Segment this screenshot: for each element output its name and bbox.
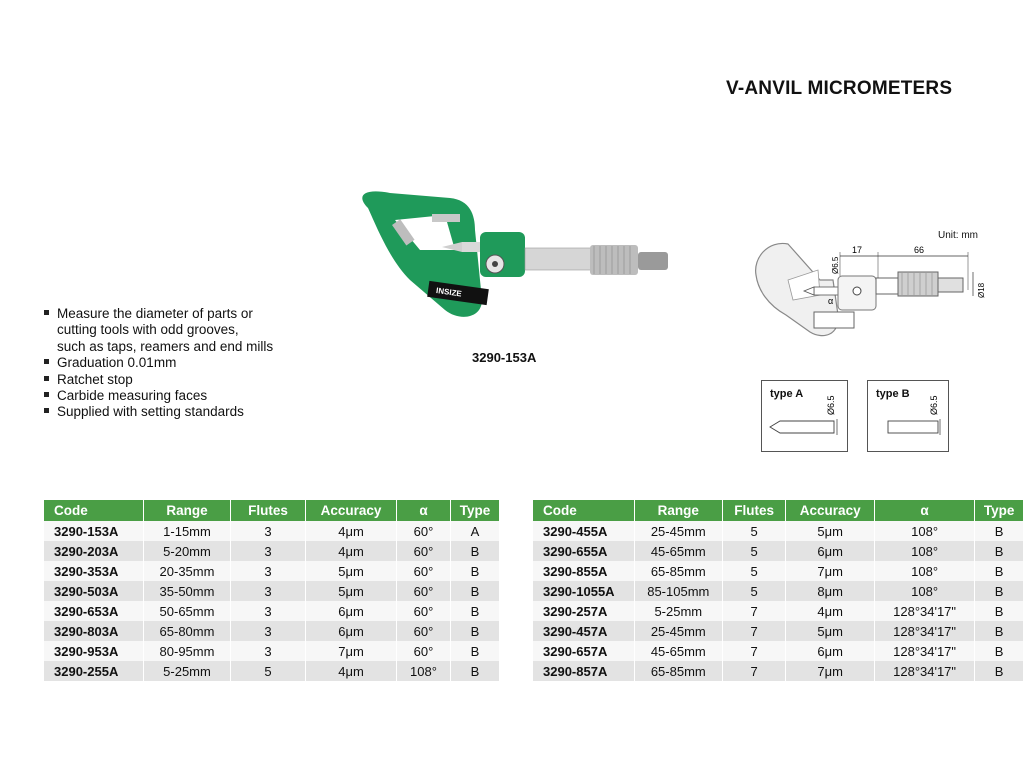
feature-text: Carbide measuring faces [57, 388, 208, 404]
feature-item [44, 339, 273, 355]
bullet-icon [44, 376, 49, 381]
table-cell: 5 [231, 661, 306, 681]
column-header: Type [975, 500, 1024, 521]
table-cell: 7μm [306, 641, 397, 661]
column-header: Flutes [231, 500, 306, 521]
table-cell: 7μm [786, 561, 875, 581]
table-cell: 45-65mm [634, 541, 722, 561]
type-b-dim: Ø6.5 [929, 395, 939, 415]
table-cell: B [975, 581, 1024, 601]
table-cell: 60° [397, 561, 451, 581]
table-cell: 45-65mm [634, 641, 722, 661]
table-cell: B [451, 561, 500, 581]
table-cell: 60° [397, 541, 451, 561]
unit-note: Unit: mm [938, 230, 978, 241]
table-cell: 5μm [306, 581, 397, 601]
table-cell: B [451, 621, 500, 641]
table-cell: 3290-857A [533, 661, 634, 681]
table-cell: 7 [722, 641, 786, 661]
feature-text: Measure the diameter of parts or [57, 306, 253, 321]
table-cell: 65-85mm [634, 661, 722, 681]
spec-table-left [44, 500, 500, 681]
feature-item [44, 322, 273, 338]
table-cell: B [975, 561, 1024, 581]
table-cell: 3290-455A [533, 521, 634, 541]
table-cell: 128°34'17" [874, 621, 974, 641]
table-cell: 5-25mm [634, 601, 722, 621]
bullet-icon [44, 392, 49, 397]
table-row [44, 661, 500, 681]
table-cell: 60° [397, 521, 451, 541]
table-cell: 60° [397, 641, 451, 661]
table-cell: 50-65mm [144, 601, 231, 621]
table-row [533, 521, 1024, 541]
table-cell: B [451, 641, 500, 661]
table-cell: 6μm [786, 641, 875, 661]
table-cell: 8μm [786, 581, 875, 601]
brand-label: INSIZE [435, 285, 463, 299]
table-cell: B [975, 621, 1024, 641]
table-cell: 35-50mm [144, 581, 231, 601]
table-row [44, 581, 500, 601]
table-cell: 3 [231, 521, 306, 541]
table-cell: 3290-657A [533, 641, 634, 661]
column-header: α [874, 500, 974, 521]
table-cell: 25-45mm [634, 521, 722, 541]
table-cell: 5μm [786, 521, 875, 541]
table-cell: 5-25mm [144, 661, 231, 681]
table-cell: 108° [874, 541, 974, 561]
table-cell: B [975, 641, 1024, 661]
alpha-label: α [828, 296, 834, 306]
column-header: Range [144, 500, 231, 521]
table-cell: 3290-353A [44, 561, 144, 581]
table-cell: 7 [722, 661, 786, 681]
type-a-dim: Ø6.5 [826, 395, 836, 415]
table-cell: A [451, 521, 500, 541]
table-row [44, 521, 500, 541]
table-cell: 65-85mm [634, 561, 722, 581]
table-cell: 4μm [786, 601, 875, 621]
micrometer-photo [350, 190, 680, 330]
feature-text: Supplied with setting standards [57, 404, 244, 420]
table-cell: 3 [231, 541, 306, 561]
table-cell: 80-95mm [144, 641, 231, 661]
table-cell: 4μm [306, 541, 397, 561]
table-cell: 60° [397, 621, 451, 641]
dimension-drawing [748, 240, 988, 344]
table-row [533, 541, 1024, 561]
table-cell: B [975, 541, 1024, 561]
feature-item [44, 388, 273, 404]
page-title: V-ANVIL MICROMETERS [726, 78, 953, 99]
table-row [44, 621, 500, 641]
table-cell: 3290-803A [44, 621, 144, 641]
table-cell: 3290-503A [44, 581, 144, 601]
table-cell: 6μm [306, 621, 397, 641]
table-cell: 3290-1055A [533, 581, 634, 601]
type-b-label: type B [876, 388, 910, 400]
table-cell: B [451, 661, 500, 681]
table-cell: 1-15mm [144, 521, 231, 541]
feature-text: Ratchet stop [57, 371, 133, 387]
product-code-caption: 3290-153A [472, 350, 537, 365]
table-cell: 128°34'17" [874, 661, 974, 681]
column-header: Accuracy [786, 500, 875, 521]
table-cell: 108° [874, 521, 974, 541]
table-cell: 65-80mm [144, 621, 231, 641]
table-cell: 108° [874, 561, 974, 581]
column-header: Code [44, 500, 144, 521]
table-cell: B [975, 521, 1024, 541]
table-row [44, 641, 500, 661]
table-cell: 4μm [306, 661, 397, 681]
feature-item [44, 355, 273, 371]
table-cell: 25-45mm [634, 621, 722, 641]
table-cell: 5 [722, 541, 786, 561]
table-cell: 3290-203A [44, 541, 144, 561]
feature-item [44, 372, 273, 388]
table-cell: B [451, 581, 500, 601]
table-cell: 128°34'17" [874, 641, 974, 661]
type-a-diagram [761, 380, 848, 452]
table-cell: 108° [874, 581, 974, 601]
table-cell: 3 [231, 561, 306, 581]
table-cell: 5-20mm [144, 541, 231, 561]
table-row [533, 601, 1024, 621]
bullet-icon [44, 310, 49, 315]
table-cell: 3 [231, 641, 306, 661]
table-cell: 6μm [786, 541, 875, 561]
dim-17: 17 [852, 245, 863, 255]
table-cell: 60° [397, 581, 451, 601]
column-header: Flutes [722, 500, 786, 521]
column-header: Code [533, 500, 634, 521]
type-a-label: type A [770, 388, 804, 400]
table-cell: 7 [722, 621, 786, 641]
feature-item [44, 404, 273, 420]
table-cell: 3290-855A [533, 561, 634, 581]
feature-text: Graduation 0.01mm [57, 355, 177, 371]
table-row [44, 541, 500, 561]
table-cell: 3290-653A [44, 601, 144, 621]
table-cell: 3290-457A [533, 621, 634, 641]
table-cell: 3290-257A [533, 601, 634, 621]
spec-table-right [533, 500, 1024, 681]
table-cell: 60° [397, 601, 451, 621]
table-cell: 20-35mm [144, 561, 231, 581]
table-cell: 3290-153A [44, 521, 144, 541]
table-cell: 6μm [306, 601, 397, 621]
table-cell: 5 [722, 561, 786, 581]
column-header: Type [451, 500, 500, 521]
table-cell: 3290-655A [533, 541, 634, 561]
column-header: Accuracy [306, 500, 397, 521]
bullet-icon [44, 359, 49, 364]
table-cell: 3 [231, 621, 306, 641]
table-row [533, 561, 1024, 581]
table-cell: 5 [722, 581, 786, 601]
table-cell: 4μm [306, 521, 397, 541]
table-cell: B [975, 661, 1024, 681]
feature-text: cutting tools with odd grooves, [57, 322, 239, 338]
feature-text: such as taps, reamers and end mills [57, 338, 274, 354]
table-cell: B [451, 541, 500, 561]
table-cell: B [451, 601, 500, 621]
table-cell: 5μm [786, 621, 875, 641]
table-cell: 108° [397, 661, 451, 681]
bullet-icon [44, 408, 49, 413]
dim-d18: Ø18 [977, 282, 986, 298]
feature-item [44, 306, 273, 322]
table-cell: 3 [231, 601, 306, 621]
table-cell: 5μm [306, 561, 397, 581]
type-b-diagram [867, 380, 949, 452]
table-row [44, 601, 500, 621]
dim-66: 66 [914, 245, 925, 255]
table-row [533, 641, 1024, 661]
table-cell: 85-105mm [634, 581, 722, 601]
table-cell: 7μm [786, 661, 875, 681]
table-row [44, 561, 500, 581]
table-cell: 128°34'17" [874, 601, 974, 621]
table-cell: 5 [722, 521, 786, 541]
table-row [533, 661, 1024, 681]
table-row [533, 621, 1024, 641]
table-cell: 3290-953A [44, 641, 144, 661]
table-cell: 7 [722, 601, 786, 621]
feature-list [44, 306, 273, 421]
table-cell: B [975, 601, 1024, 621]
column-header: Range [634, 500, 722, 521]
table-cell: 3 [231, 581, 306, 601]
table-cell: 3290-255A [44, 661, 144, 681]
table-row [533, 581, 1024, 601]
column-header: α [397, 500, 451, 521]
dim-d65: Ø6.5 [831, 256, 840, 274]
